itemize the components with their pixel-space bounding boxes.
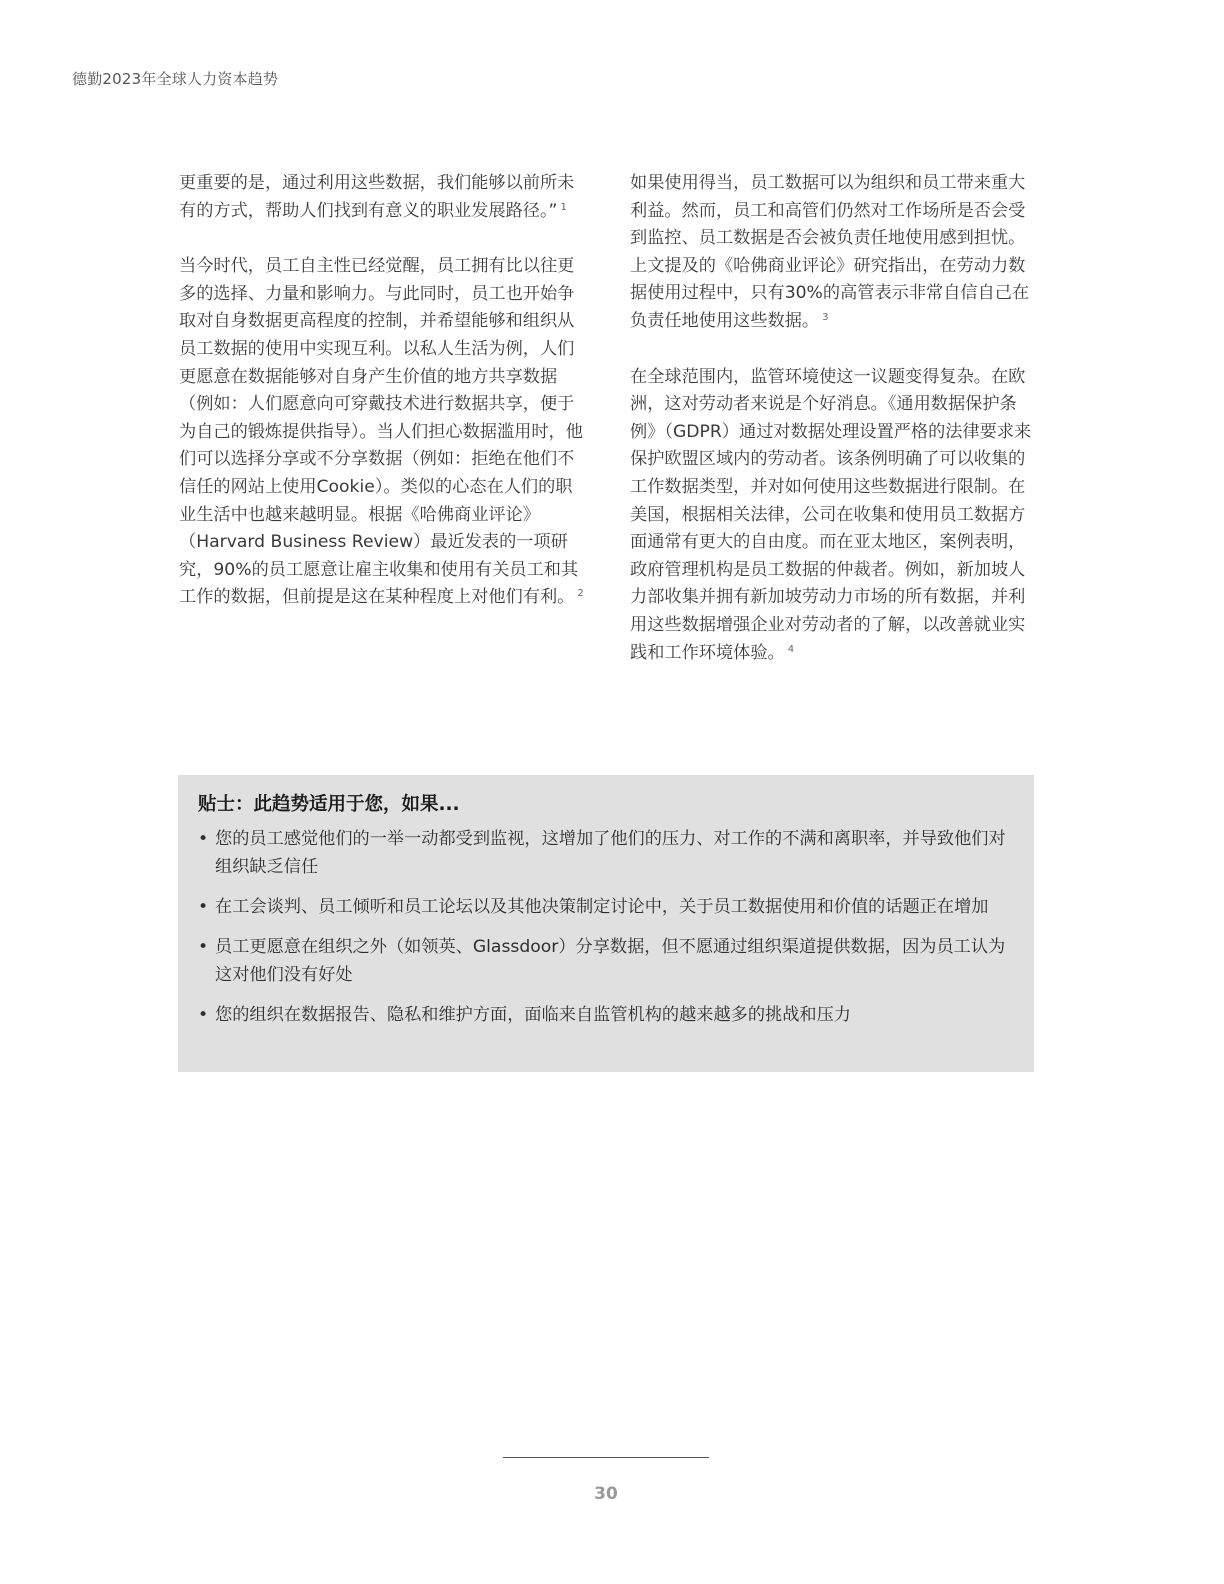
tips-list-item: [198, 933, 1012, 989]
tips-item-text: 您的员工感觉他们的一举一动都受到监视，这增加了他们的压力、对工作的不满和离职率，并导致他们对组织缺乏信任: [215, 829, 1006, 877]
right-text-column: [630, 170, 1038, 695]
tips-item-text: 您的组织在数据报告、隐私和维护方面，面临来自监管机构的越来越多的挑战和压力: [215, 1005, 851, 1025]
paragraph-text: 更重要的是，通过利用这些数据，我们能够以前所未有的方式，帮助人们找到有意义的职业发展路径。”: [179, 173, 575, 221]
document-header-title: 德勤2023年全球人力资本趋势: [72, 70, 279, 88]
tips-title: 贴士：此趋势适用于您，如果...: [198, 794, 460, 815]
bullet-icon: •: [198, 937, 209, 957]
paragraph: [179, 170, 587, 225]
tips-callout-box: [178, 775, 1034, 1072]
tips-item-text: 在工会谈判、员工倾听和员工论坛以及其他决策制定讨论中，关于员工数据使用和价值的话题正在增加: [215, 897, 989, 917]
left-text-column: [179, 170, 587, 640]
paragraph-text: 如果使用得当，员工数据可以为组织和员工带来重大利益。然而，员工和高管们仍然对工作场所是否会受到监控、员工数据是否会被负责任地使用感到担忧。上文提及的《哈佛商业评论》研究指出，在劳动力数据使用过程中，只有30%的高管表示非常自信自己在负责任地使用这些数据。: [630, 173, 1030, 331]
footnote-ref[interactable]: 3: [822, 311, 829, 323]
paragraph: [630, 170, 1038, 336]
tips-list: [198, 825, 1012, 1029]
footnote-ref[interactable]: 1: [560, 201, 567, 213]
footer-divider: [503, 1457, 709, 1458]
paragraph-text: 当今时代，员工自主性已经觉醒，员工拥有比以往更多的选择、力量和影响力。与此同时，员工也开始争取对自身数据更高程度的控制，并希望能够和组织从员工数据的使用中实现互利。以私人生活为例，人们更愿意在数据能够对自身产生价值的地方共享数据（例如：人们愿意向可穿戴技术进行数据共享，便于为自己的锻炼提供指导）。当人们担心数据滥用时，他们可以选择分享或不分享数据（例如：拒绝在他们不信任的网站上使用Cookie）。类似的心态在人们的职业生活中也越来越明显。根据《哈佛商业评论》（Harvard Business Review）最近发表的一项研究，90%的员工愿意让雇主收集和使用有关员工和其工作的数据，但前提是这在某种程度上对他们有利。: [179, 256, 583, 608]
footnote-ref[interactable]: 4: [787, 643, 795, 655]
tips-list-item: [198, 893, 1012, 921]
page-number: 30: [594, 1484, 618, 1504]
bullet-icon: •: [198, 1005, 209, 1025]
tips-item-text: 员工更愿意在组织之外（如领英、Glassdoor）分享数据，但不愿通过组织渠道提供数据，因为员工认为这对他们没有好处: [215, 937, 1006, 985]
paragraph: [179, 253, 587, 612]
footnote-ref[interactable]: 2: [577, 588, 584, 600]
bullet-icon: •: [198, 897, 209, 917]
bullet-icon: •: [198, 829, 209, 849]
paragraph: [630, 364, 1038, 668]
tips-list-item: [198, 825, 1012, 881]
tips-list-item: [198, 1001, 1012, 1029]
paragraph-text: 在全球范围内，监管环境使这一议题变得复杂。在欧洲，这对劳动者来说是个好消息。《通用数据保护条例》（GDPR）通过对数据处理设置严格的法律要求来保护欧盟区域内的劳动者。该条例明确了可以收集的工作数据类型，并对如何使用这些数据进行限制。在美国，根据相关法律，公司在收集和使用员工数据方面通常有更大的自由度。而在亚太地区，案例表明，政府管理机构是员工数据的仲裁者。例如，新加坡人力部收集并拥有新加坡劳动力市场的所有数据，并利用这些数据增强企业对劳动者的了解，以改善就业实践和工作环境体验。: [630, 366, 1032, 663]
